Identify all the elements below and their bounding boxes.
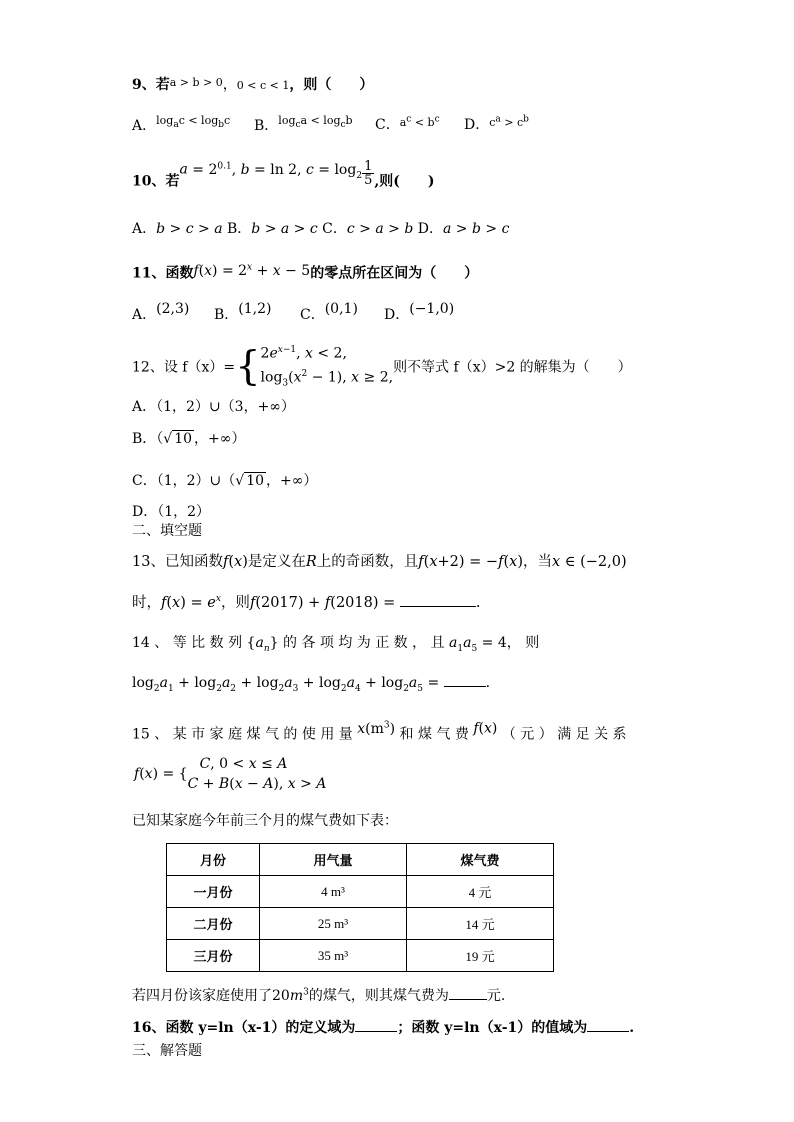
q15-volume: $20m^3$: [272, 987, 309, 1004]
q15-case2: C + B(x − A), x > A: [187, 776, 327, 792]
table-header-usage: 用气量: [260, 844, 407, 876]
q12-opt-c-wrap: [132, 470, 317, 490]
table-header-month: 月份: [167, 844, 260, 876]
table-cell-month: 三月份: [167, 940, 260, 972]
q13-answer-blank[interactable]: [400, 606, 476, 607]
q12-prefix: 12、设 f（x）=: [132, 359, 236, 376]
q13-domain: x ∈ (−2,0): [551, 554, 627, 570]
q15-question: [132, 985, 505, 1005]
q16-text-b: ；函数 y=ln（x-1）的值域为: [397, 1020, 588, 1036]
q13-text-f: ，则: [220, 595, 250, 611]
q14-text-c: ， 则: [506, 635, 540, 651]
table-header-row: [167, 844, 554, 876]
q15-question-a: 若四月份该家庭使用了: [132, 988, 272, 1004]
table-cell-usage: 25 m³: [260, 908, 407, 940]
q10-opt-c-label: C．: [322, 221, 347, 237]
q12-case2: $\log_3(x^2 - 1)$, x ≥ 2,: [260, 368, 394, 389]
q12-opt-a-wrap: [132, 396, 295, 416]
q11-opt-c-label: C．: [300, 307, 325, 323]
q10-stem: 10、若$a = 2^{0.1}$, b = ln 2, $c = \log_2$ $\frac{1}{5}$ ,则( ): [132, 158, 435, 190]
q12-cases: [261, 340, 394, 393]
q9-cond2: 0 < c < 1: [236, 79, 290, 92]
q10-fraction: $\frac{1}{5}$: [364, 158, 373, 188]
q11-suffix: 的零点所在区间为（ ）: [310, 265, 479, 282]
q9-opt-c: ac < bc: [399, 114, 440, 129]
q12-opt-d: （1，2）: [157, 504, 211, 520]
table-row: [167, 908, 554, 940]
q14-text-b: 的 各 项 均 为 正 数 ， 且: [282, 635, 445, 651]
table-cell-fee: 19 元: [407, 940, 554, 972]
q14-period: .: [485, 675, 491, 691]
q13-text-a: 13、已知函数: [132, 554, 223, 570]
section-solve-heading: 三、解答题: [132, 1043, 202, 1059]
q11-opt-d-wrap: [384, 301, 454, 324]
q16-line: [132, 1017, 634, 1037]
q12-opt-b-label: B．: [132, 431, 157, 447]
q14-text-a: 14 、 等 比 数 列: [132, 635, 243, 651]
q9-opt-a-label: A．: [132, 118, 157, 134]
q15-text-c: （ 元 ） 满 足 关 系: [501, 726, 627, 743]
q12-opt-c: （1，2）∪（√ 10 ，+∞）: [156, 473, 318, 489]
q9-cond1: a > b > 0: [169, 76, 223, 89]
q10-suffix: ,则( ): [374, 173, 435, 190]
q15-intro: 已知某家庭今年前三个月的煤气费如下表：: [132, 813, 398, 829]
q10-opt-a: b > c > a: [156, 221, 223, 237]
q15-text-a: 15 、 某 市 家 庭 煤 气 的 使 用 量: [132, 726, 353, 743]
table-cell-month: 一月份: [167, 876, 260, 908]
q9-stem: [132, 74, 373, 94]
q11-opt-b-wrap: [214, 301, 272, 324]
q14-line2: [132, 675, 490, 694]
q10-opt-c: c > a > b: [346, 221, 414, 237]
q15-case1: C, 0 < x ≤ A: [199, 756, 288, 772]
q9-opt-d-label: D．: [464, 117, 490, 133]
q13-period: .: [475, 595, 481, 611]
q10-opt-a-label: A．: [132, 221, 157, 237]
q13-R: R: [305, 554, 317, 570]
q16-period: .: [629, 1020, 635, 1036]
q9-opt-a: logac < logbc: [156, 114, 231, 131]
q15-question-b: 的煤气，则其煤气费为: [308, 988, 449, 1004]
q9-prefix: 9、若: [132, 77, 170, 93]
q9-options: [132, 114, 230, 135]
q15-cases: [188, 754, 327, 794]
gas-fee-table: [166, 843, 554, 972]
q13-text-d: ，当: [522, 554, 552, 570]
q13-text-e: 时，: [132, 595, 161, 611]
q10-opt-b: b > a > c: [251, 221, 318, 237]
q15-usage: $x(m^3)$: [357, 720, 396, 737]
q12-suffix: 则不等式 f（x）>2 的解集为（ ）: [393, 359, 632, 376]
q11-opt-a-label: A．: [132, 307, 157, 323]
q12-opt-c-label: C．: [132, 473, 157, 489]
q15-text-b: 和 煤 气 费: [399, 726, 469, 743]
section-fill-blank-heading: 二、填空题: [132, 523, 202, 539]
q14-answer-blank[interactable]: [444, 686, 486, 687]
table-cell-month: 二月份: [167, 908, 260, 940]
q11-opt-b: (1,2): [238, 301, 272, 317]
table-cell-usage: 4 m³: [260, 876, 407, 908]
table-row: [167, 940, 554, 972]
q10-opt-b-label: B．: [227, 221, 252, 237]
q12-opt-a: （1，2）∪（3，+∞）: [156, 399, 295, 415]
q11-opt-c-wrap: [300, 301, 358, 324]
q10-expr: a: [179, 161, 188, 178]
q9-suffix: ，则（ ）: [289, 77, 374, 93]
q9-opt-c-wrap: [375, 114, 440, 134]
q14-line1: [132, 632, 539, 654]
q9-opt-d-wrap: [464, 114, 529, 134]
q12-brace: {: [235, 343, 261, 390]
q9-opt-b-label: B．: [254, 118, 279, 134]
q13-def: $f(x) = e^x$: [161, 594, 221, 611]
table-cell-usage: 35 m³: [260, 940, 407, 972]
q11-opt-a-wrap: [132, 301, 189, 324]
q11-expr: $f(x) = 2^x + x - 5$: [193, 262, 311, 279]
q16-text-a: 16、函数 y=ln（x-1）的定义域为: [132, 1020, 356, 1036]
q11-opt-b-label: B．: [214, 307, 239, 323]
q13-line2: [132, 591, 480, 612]
q12-opt-d-label: D．: [132, 504, 158, 520]
q15-line1: [132, 720, 627, 744]
q10-opt-d: a > b > c: [443, 221, 510, 237]
q13-fx: f: [222, 554, 229, 570]
q9-sep: ，: [222, 77, 237, 93]
q15-piecewise: [134, 754, 326, 794]
q12-opt-a-label: A．: [132, 399, 157, 415]
q14-expr: $\log_2a_1 + \log_2a_2 + \log_2a_3 + \log_2a_4 + \log_2a_5$ =: [132, 675, 444, 694]
q15-f-label: f(x) = {: [134, 766, 188, 782]
table-cell-fee: 4 元: [407, 876, 554, 908]
q13-text-b: 是定义在: [247, 554, 306, 570]
table-row: [167, 876, 554, 908]
q13-line1: 13、已知函数f(x)是定义在R上的奇函数，且f(x+2) = −f(x)，当x ∈ (−2,0): [132, 554, 627, 570]
q12-opt-b: （√ 10 ，+∞）: [156, 431, 246, 447]
q9-opt-c-label: C．: [375, 117, 400, 133]
q10-opt-d-label: D．: [417, 221, 443, 237]
q12-opt-b-wrap: [132, 428, 245, 448]
q13-text-c: 上的奇函数，且: [316, 554, 419, 570]
q15-question-c: 元.: [486, 988, 506, 1004]
q9-opt-b-wrap: [254, 114, 353, 135]
q12-stem: [132, 340, 632, 393]
q16-range-blank[interactable]: [587, 1031, 629, 1032]
q15-answer-blank[interactable]: [449, 999, 487, 1000]
q11-opt-a: (2,3): [156, 301, 190, 317]
table-header-fee: 煤气费: [407, 844, 554, 876]
q12-case1: $2e^{x-1}$, x < 2,: [260, 345, 347, 362]
q11-opt-d-label: D．: [384, 307, 410, 323]
q14-seq: $\{a_n\}$: [246, 635, 279, 654]
q9-opt-d: ca > cb: [489, 114, 529, 129]
table-cell-fee: 14 元: [407, 908, 554, 940]
q9-opt-b: logca < logcb: [278, 114, 353, 131]
q16-domain-blank[interactable]: [355, 1031, 397, 1032]
q13-relation: f(x+2) = −f(x): [418, 554, 523, 570]
q11-opt-d: (−1,0): [409, 301, 455, 317]
q10-options: [132, 218, 509, 238]
q13-ask: f(2017) + f(2018) =: [249, 595, 400, 611]
q12-opt-d-wrap: [132, 501, 210, 521]
q11-prefix: 11、函数: [132, 265, 194, 282]
q11-stem: [132, 262, 478, 283]
q15-fee: f(x): [473, 720, 498, 737]
q11-opt-c: (0,1): [324, 301, 358, 317]
q10-prefix: 10、若: [132, 173, 180, 190]
q14-cond: $a_1a_5 = 4$: [449, 635, 507, 654]
